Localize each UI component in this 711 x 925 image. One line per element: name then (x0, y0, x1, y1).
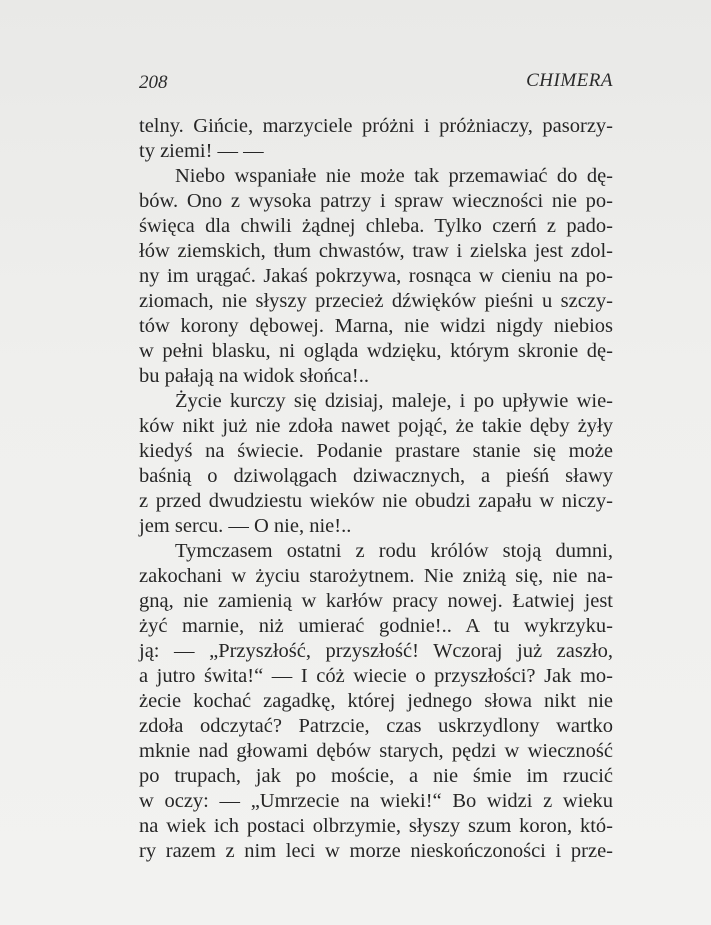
text-line: bów. Ono z wysoka patrzy i spraw wieczności nie po- (139, 190, 613, 212)
text-line: po trupach, jak po moście, a nie śmie im rzucić (139, 765, 613, 787)
text-line: żecie kochać zagadkę, której jednego słowa nikt nie (139, 690, 613, 712)
text-line: ją: — „Przyszłość, przyszłość! Wczoraj już zaszło, (139, 640, 613, 662)
text-line: kiedyś na świecie. Podanie prastare stanie się może (139, 440, 613, 462)
text-line: jem sercu. — O nie, nie!.. (139, 515, 352, 537)
text-line: święca dla chwili żądnej chleba. Tylko czerń z pado- (139, 215, 613, 237)
text-line: ry razem z nim leci w morze nieskończoności i prze- (139, 840, 613, 862)
text-line: gną, nie zamienią w karłów pracy nowej. Łatwiej jest (139, 590, 613, 612)
running-title: CHIMERA (526, 70, 613, 91)
text-line: ny im urągać. Jakaś pokrzywa, rosnąca w cieniu na po- (139, 265, 613, 287)
text-line: na wiek ich postaci olbrzymie, słyszy szum koron, któ- (139, 815, 613, 837)
text-line: Życie kurczy się dzisiaj, maleje, i po upływie wie- (175, 390, 613, 412)
page-number: 208 (139, 72, 168, 93)
text-line: ziomach, nie słyszy przecież dźwięków pieśni u szczy- (139, 290, 613, 312)
text-line: Niebo wspaniałe nie może tak przemawiać do dę- (175, 165, 613, 187)
text-line: zakochani w życiu starożytnem. Nie zniżą się, nie na- (139, 565, 613, 587)
text-line: żyć marnie, niż umierać godnie!.. A tu wykrzyku- (139, 615, 613, 637)
text-line: baśnią o dziwolągach dziwacznych, a pieśń sławy (139, 465, 613, 487)
text-line: mknie nad głowami dębów starych, pędzi w wieczność (139, 740, 613, 762)
text-line: w oczy: — „Umrzecie na wieki!“ Bo widzi z wieku (139, 790, 613, 812)
text-line: tów korony dębowej. Marna, nie widzi nigdy niebios (139, 315, 613, 337)
text-line: zdoła odczytać? Patrzcie, czas uskrzydlony wartko (139, 715, 613, 737)
text-line: Tymczasem ostatni z rodu królów stoją dumni, (175, 540, 613, 562)
running-head (139, 70, 613, 94)
text-line: a jutro świta!“ — I cóż wiecie o przyszłości? Jak mo- (139, 665, 613, 687)
text-line: ty ziemi! — — (139, 140, 264, 162)
text-line: telny. Gińcie, marzyciele próżni i próżniaczy, pasorzy- (139, 115, 613, 137)
text-line: z przed dwudziestu wieków nie obudzi zapału w niczy- (139, 490, 613, 512)
text-line: w pełni blasku, ni ogląda wdzięku, którym skronie dę- (139, 340, 613, 362)
text-line: bu pałają na widok słońca!.. (139, 365, 369, 387)
text-line: łów ziemskich, tłum chwastów, traw i zielska jest zdol- (139, 240, 613, 262)
text-line: ków nikt już nie zdoła nawet pojąć, że takie dęby żyły (139, 415, 613, 437)
